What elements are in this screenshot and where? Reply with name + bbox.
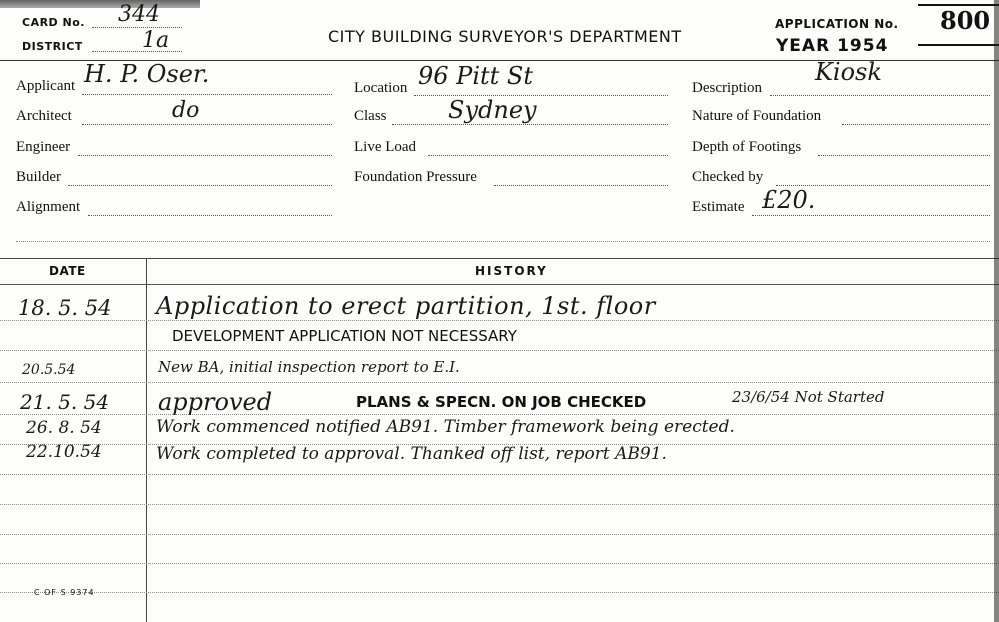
checked-by-label: Checked by <box>692 169 764 185</box>
district-label: DISTRICT <box>22 40 83 53</box>
history-entry-date: 26. 8. 54 <box>26 418 102 438</box>
application-no-value: 800 <box>940 6 991 35</box>
card-no-value: 344 <box>118 2 160 27</box>
history-top-border <box>0 258 999 259</box>
history-entry-date: 18. 5. 54 <box>18 296 112 320</box>
builder-label: Builder <box>16 169 61 185</box>
history-entry-date: 22.10.54 <box>26 442 102 462</box>
history-entry-stamp: PLANS & SPECN. ON JOB CHECKED <box>356 393 647 411</box>
estimate-value: £20. <box>762 186 816 214</box>
year-label: YEAR 1954 <box>776 36 889 56</box>
date-column-divider <box>146 258 147 622</box>
alignment-line <box>88 215 332 216</box>
description-line <box>770 95 990 96</box>
district-value: 1a <box>142 28 170 53</box>
location-value: 96 Pitt St <box>418 62 533 90</box>
history-entry-note: 23/6/54 Not Started <box>732 388 885 406</box>
estimate-line <box>752 215 990 216</box>
class-label: Class <box>354 108 387 124</box>
engineer-label: Engineer <box>16 139 71 155</box>
class-value: Sydney <box>448 96 537 124</box>
history-rule <box>0 382 999 383</box>
history-rule <box>0 563 999 564</box>
department-title: CITY BUILDING SURVEYOR'S DEPARTMENT <box>328 27 682 46</box>
history-rule <box>0 350 999 351</box>
applicant-value: H. P. Oser. <box>84 60 210 88</box>
card-no-label: CARD No. <box>22 16 85 29</box>
depth-of-footings-label: Depth of Footings <box>692 139 802 155</box>
description-value: Kiosk <box>815 58 882 86</box>
depth-of-footings-line <box>818 155 990 156</box>
history-entry-text: Application to erect partition, 1st. floor <box>156 292 656 320</box>
alignment-label: Alignment <box>16 199 81 215</box>
history-entry-text: approved <box>158 388 273 416</box>
application-no-box-top <box>918 4 999 6</box>
estimate-label: Estimate <box>692 199 745 215</box>
applicant-label: Applicant <box>16 78 76 94</box>
card-right-edge <box>994 0 999 622</box>
fields-blank-line <box>16 241 990 242</box>
description-label: Description <box>692 80 762 96</box>
top-edge-smudge <box>0 0 200 8</box>
applicant-line <box>82 94 332 95</box>
architect-value: do <box>172 98 200 123</box>
engineer-line <box>78 155 332 156</box>
architect-label: Architect <box>16 108 72 124</box>
architect-line <box>82 124 332 125</box>
foundation-pressure-line <box>494 185 668 186</box>
history-entry-text: Work commenced notified AB91. Timber framework being erected. <box>156 417 735 437</box>
application-no-label: APPLICATION No. <box>775 17 899 31</box>
location-label: Location <box>354 80 408 96</box>
history-header-underline <box>0 284 999 285</box>
live-load-line <box>428 155 668 156</box>
history-rule <box>0 414 999 415</box>
builder-line <box>68 185 332 186</box>
class-line <box>392 124 668 125</box>
history-rule <box>0 504 999 505</box>
history-column-header: HISTORY <box>475 264 548 278</box>
history-rule <box>0 474 999 475</box>
history-entry-date: 21. 5. 54 <box>20 390 110 414</box>
form-code: C OF S 9374 <box>34 588 95 597</box>
history-rule <box>0 534 999 535</box>
foundation-pressure-label: Foundation Pressure <box>354 169 477 185</box>
application-no-box-bottom <box>918 44 999 46</box>
history-entry-text: Work completed to approval. Thanked off list, report AB91. <box>156 444 667 464</box>
history-entry-stamp: DEVELOPMENT APPLICATION NOT NECESSARY <box>172 327 517 345</box>
live-load-label: Live Load <box>354 139 417 155</box>
history-rule <box>0 320 999 321</box>
nature-of-foundation-line <box>842 124 990 125</box>
history-rule <box>0 592 999 593</box>
history-entry-text: New BA, initial inspection report to E.I. <box>158 358 460 376</box>
history-entry-date: 20.5.54 <box>22 362 76 378</box>
date-column-header: DATE <box>49 264 86 278</box>
nature-of-foundation-label: Nature of Foundation <box>692 108 822 124</box>
